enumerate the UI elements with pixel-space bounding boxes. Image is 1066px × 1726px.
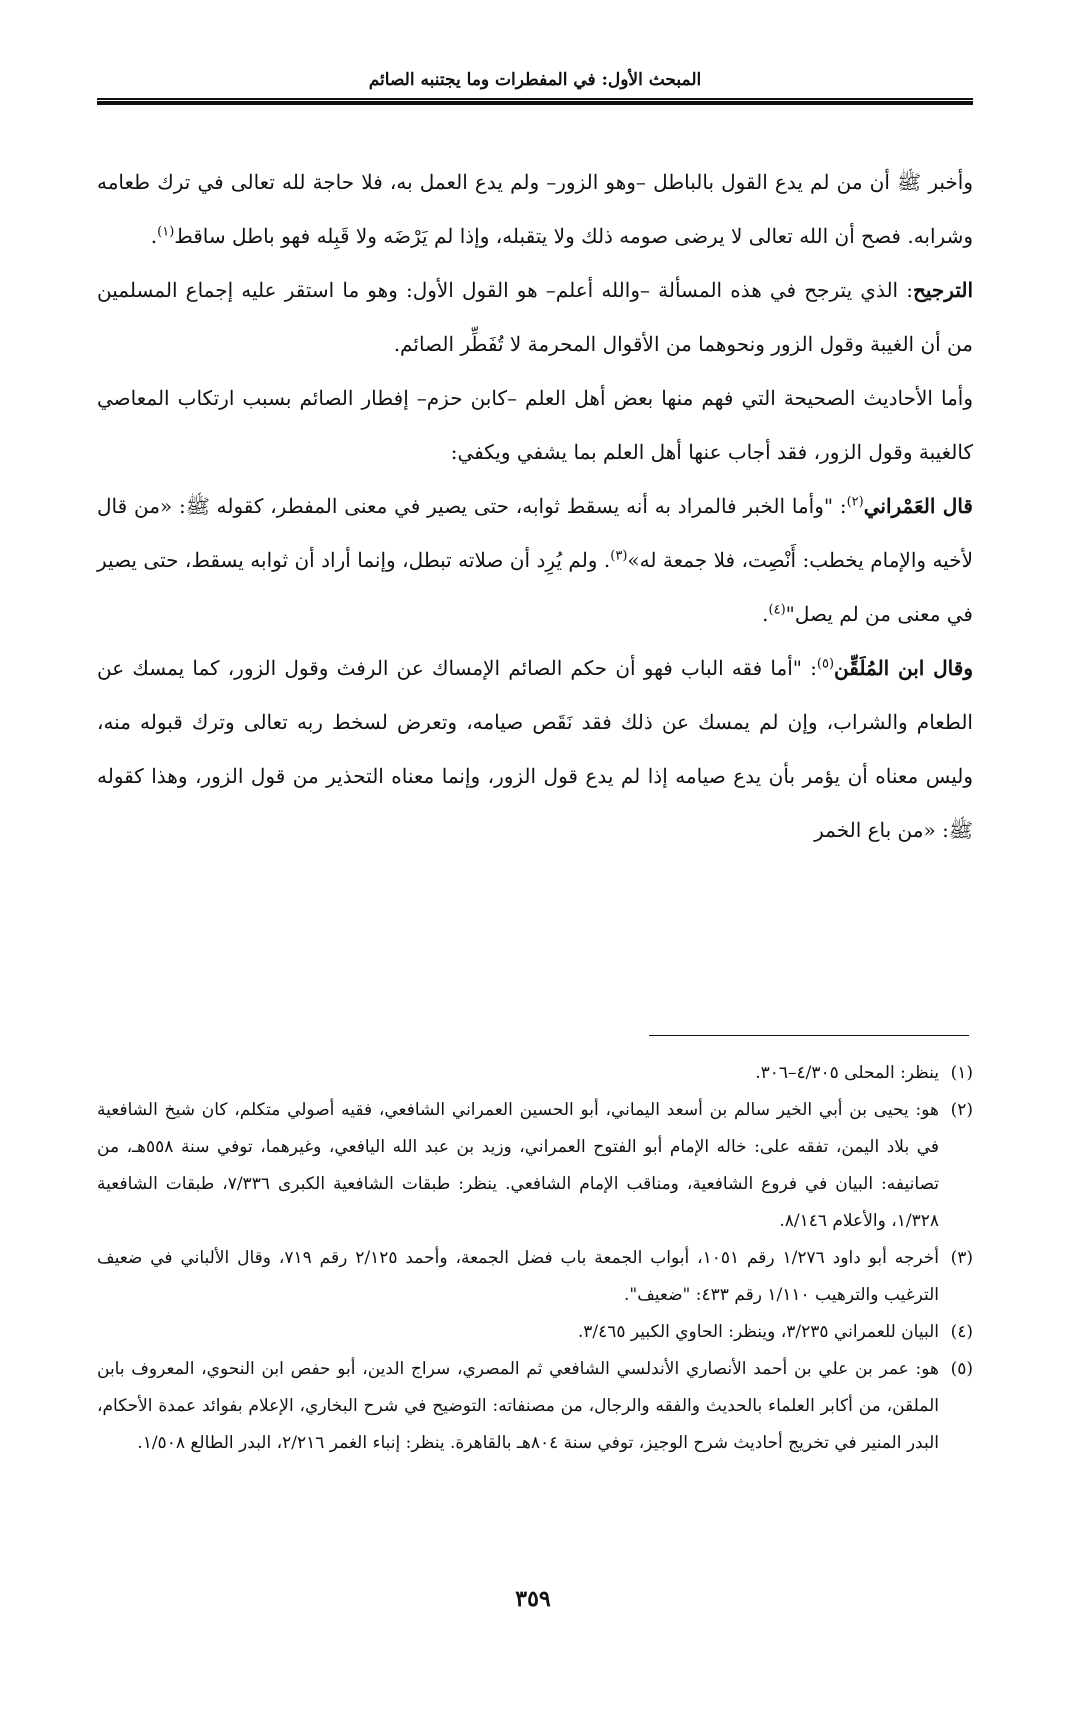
footnote-text: هو: يحيى بن أبي الخير سالم بن أسعد اليماني، أبو الحسين العمراني الشافعي، فقيه أصولي متكلم، كان شيخ الشافعية في بلاد اليمن، تفقه على: خاله الإمام أبو الفتوح العمراني، وزيد بن عبد الله اليافعي، وغيرهما، توفي سنة ٥٥٨هـ، من تصانيفه: البيان في فروع الشافعية، ومناقب الإمام الشافعي. ينظر: طبقات الشافعية الكبرى ٧/٣٣٦، طبقات الشافعية ١/٣٢٨، والأعلام ٨/١٤٦. [97, 1100, 939, 1231]
footnote-text: ينظر: المحلى ٤/٣٠٥–٣٠٦. [755, 1063, 939, 1083]
p1-end: . [150, 224, 158, 248]
footnote-4 [97, 1314, 973, 1351]
p4b-text: . ولم يُرِد أن صلاته تبطل، وإنما أراد أن ثوابه يسقط، حتى يصير في معنى من لم يصل" [97, 548, 973, 626]
footnote-separator [649, 1035, 969, 1036]
footnote-number: (٣) [950, 1248, 973, 1268]
p4-end: . [762, 602, 769, 626]
p1-text: وأخبر ﷺ أن من لم يدع القول بالباطل –وهو الزور– ولم يدع العمل به، فلا حاجة لله تعالى في ترك طعامه وشرابه. فصح أن الله تعالى لا يرضى صومه ذلك ولا يتقبله، وإذا لم يَرْضَه ولا قَبِله فهو باطل ساقط [97, 170, 973, 248]
tarjih-term: الترجيح [912, 278, 973, 302]
footnote-1 [97, 1055, 973, 1092]
p4a-text: : "وأما الخبر فالمراد به أنه يسقط ثوابه، حتى يصير في معنى المفطر، كقوله ﷺ: «من قال لأخيه والإمام يخطب: أَنْصِت، فلا جمعة له» [97, 494, 973, 572]
main-text [97, 155, 973, 857]
running-header: المبحث الأول: في المفطرات وما يجتنبه الصائم [368, 70, 702, 90]
paragraph-3 [97, 371, 973, 479]
footnote-text: أخرجه أبو داود ١/٢٧٦ رقم ١٠٥١، أبواب الجمعة باب فضل الجمعة، وأحمد ٢/١٢٥ رقم ٧١٩، وقال الألباني في ضعيف الترغيب والترهيب ١/١١٠ رقم ٤٣٣: "ضعيف". [97, 1248, 940, 1305]
paragraph-1 [97, 155, 973, 263]
footnote-ref-5: (٥) [816, 656, 835, 672]
p2-text: : الذي يترجح في هذه المسألة –والله أعلم– هو القول الأول: وهو ما استقر عليه إجماع المسلمين من أن الغيبة وقول الزور ونحوهما من الأقوال المحرمة لا تُفَطِّر الصائم. [97, 278, 973, 356]
footnote-3 [97, 1240, 973, 1314]
footnote-text: البيان للعمراني ٣/٢٣٥، وينظر: الحاوي الكبير ٣/٤٦٥. [577, 1322, 939, 1342]
footnote-number: (١) [950, 1063, 973, 1083]
footnote-text: هو: عمر بن علي بن أحمد الأنصاري الأندلسي الشافعي ثم المصري، سراج الدين، أبو حفص ابن النحوي، المعروف بابن الملقن، من أكابر العلماء بالحديث والفقه والرجال، من مصنفاته: التوضيح في شرح البخاري، الإعلام بفوائد عمدة الأحكام، البدر المنير في تخريج أحاديث شرح الوجيز، توفي سنة ٨٠٤هـ بالقاهرة. ينظر: إنباء الغمر ٢/٢١٦، البدر الطالع ١/٥٠٨. [97, 1359, 939, 1453]
footnote-ref-2: (٢) [846, 494, 864, 510]
footnote-5 [97, 1351, 973, 1462]
ibn-mulaqqin-term: وقال ابن المُلَقِّن [834, 656, 973, 680]
footnote-2 [97, 1092, 973, 1240]
p3-text: وأما الأحاديث الصحيحة التي فهم منها بعض أهل العلم –كابن حزم– إفطار الصائم بسبب ارتكاب المعاصي كالغيبة وقول الزور، فقد أجاب عنها أهل العلم بما يشفي ويكفي: [97, 386, 973, 464]
imrani-term: قال العَمْراني [863, 494, 973, 518]
p5-text: : "أما فقه الباب فهو أن حكم الصائم الإمساك عن الرفث وقول الزور، كما يمسك عن الطعام والشراب، وإن لم يمسك عن ذلك فقد نَقَص صيامه، وتعرض لسخط ربه تعالى وترك قبوله منه، وليس معناه أن يؤمر بأن يدع صيامه إذا لم يدع قول الزور، وإنما معناه التحذير من قول الزور، وهذا كقوله ﷺ: «من باع الخمر [97, 656, 973, 842]
footnote-number: (٤) [950, 1322, 973, 1342]
paragraph-5 [97, 641, 973, 857]
footnotes [97, 1055, 973, 1462]
footnote-ref-3: (٣) [610, 548, 628, 564]
page-number: ٣٥٩ [515, 1586, 551, 1612]
footnote-ref-1: (١) [157, 224, 175, 240]
footnote-ref-4: (٤) [768, 602, 786, 618]
paragraph-4 [97, 479, 973, 641]
header-rule [97, 98, 973, 105]
paragraph-2 [97, 263, 973, 371]
footnote-number: (٥) [950, 1359, 973, 1379]
footnote-number: (٢) [950, 1100, 973, 1120]
